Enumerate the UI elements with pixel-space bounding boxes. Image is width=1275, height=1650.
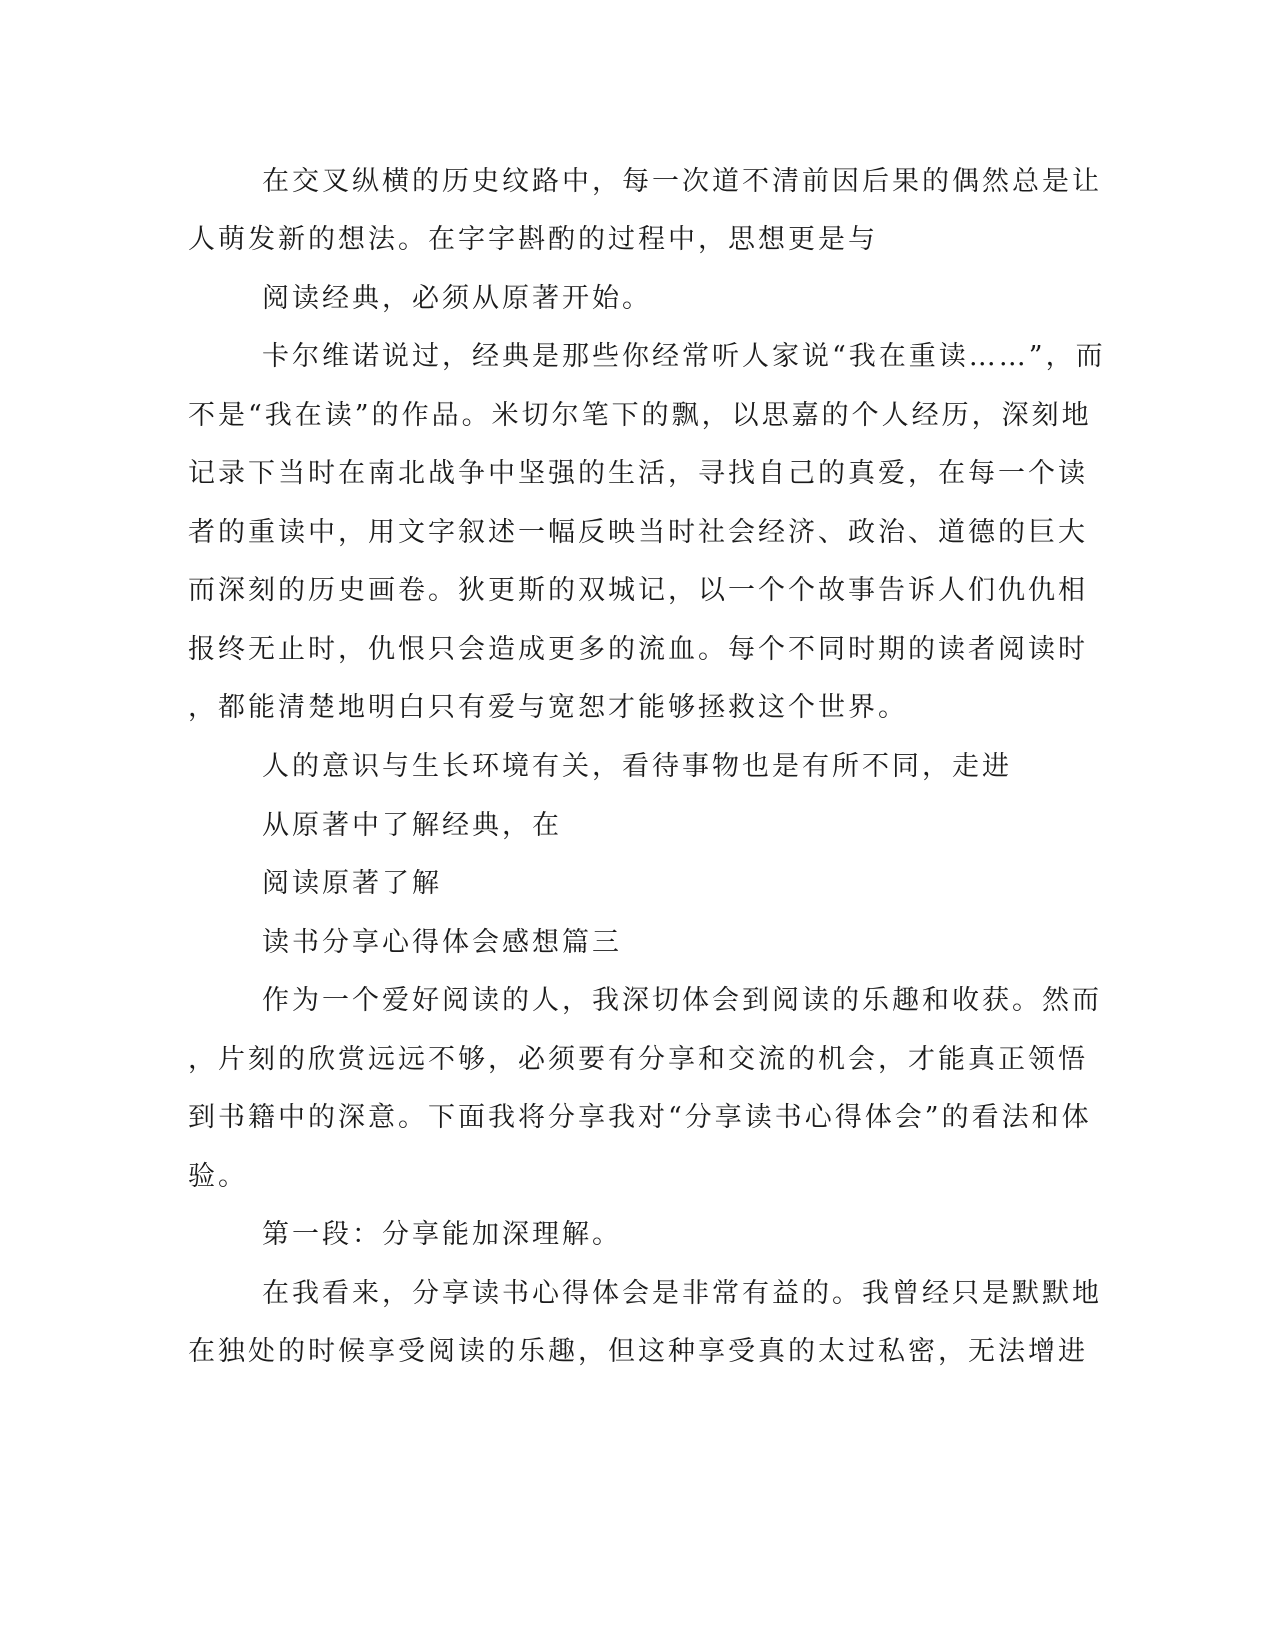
- text-line: 阅读经典，必须从原著开始。: [262, 283, 652, 314]
- text-line: 人的意识与生长环境有关，看待事物也是有所不同，走进: [262, 751, 1012, 782]
- text-line: 而深刻的历史画卷。狄更斯的双城记，以一个个故事告诉人们仇仇相: [188, 575, 1088, 606]
- text-line: 在交叉纵横的历史纹路中，每一次道不清前因后果的偶然总是让: [262, 166, 1102, 197]
- text-line: 阅读原著了解: [262, 868, 442, 899]
- text-line: 从原著中了解经典，在: [262, 810, 562, 841]
- text-line: 在我看来，分享读书心得体会是非常有益的。我曾经只是默默地: [262, 1278, 1102, 1309]
- text-line: 作为一个爱好阅读的人，我深切体会到阅读的乐趣和收获。然而: [262, 985, 1102, 1016]
- text-line: 卡尔维诺说过，经典是那些你经常听人家说“我在重读……”，而: [262, 341, 1106, 372]
- text-line: ，都能清楚地明白只有爱与宽恕才能够拯救这个世界。: [188, 692, 908, 723]
- text-line: 记录下当时在南北战争中坚强的生活，寻找自己的真爱，在每一个读: [188, 458, 1088, 489]
- text-line: 不是“我在读”的作品。米切尔笔下的飘，以思嘉的个人经历，深刻地: [188, 400, 1092, 431]
- text-line: 在独处的时候享受阅读的乐趣，但这种享受真的太过私密，无法增进: [188, 1336, 1088, 1367]
- text-line: 者的重读中，用文字叙述一幅反映当时社会经济、政治、道德的巨大: [188, 517, 1088, 548]
- text-line: 到书籍中的深意。下面我将分享我对“分享读书心得体会”的看法和体: [188, 1102, 1092, 1133]
- text-line: 报终无止时，仇恨只会造成更多的流血。每个不同时期的读者阅读时: [188, 634, 1088, 665]
- text-line: 验。: [188, 1161, 248, 1192]
- text-line: 第一段：分享能加深理解。: [262, 1219, 622, 1250]
- text-line: 人萌发新的想法。在字字斟酌的过程中，思想更是与: [188, 224, 878, 255]
- section-heading: 读书分享心得体会感想篇三: [262, 927, 622, 958]
- text-line: ，片刻的欣赏远远不够，必须要有分享和交流的机会，才能真正领悟: [188, 1044, 1088, 1075]
